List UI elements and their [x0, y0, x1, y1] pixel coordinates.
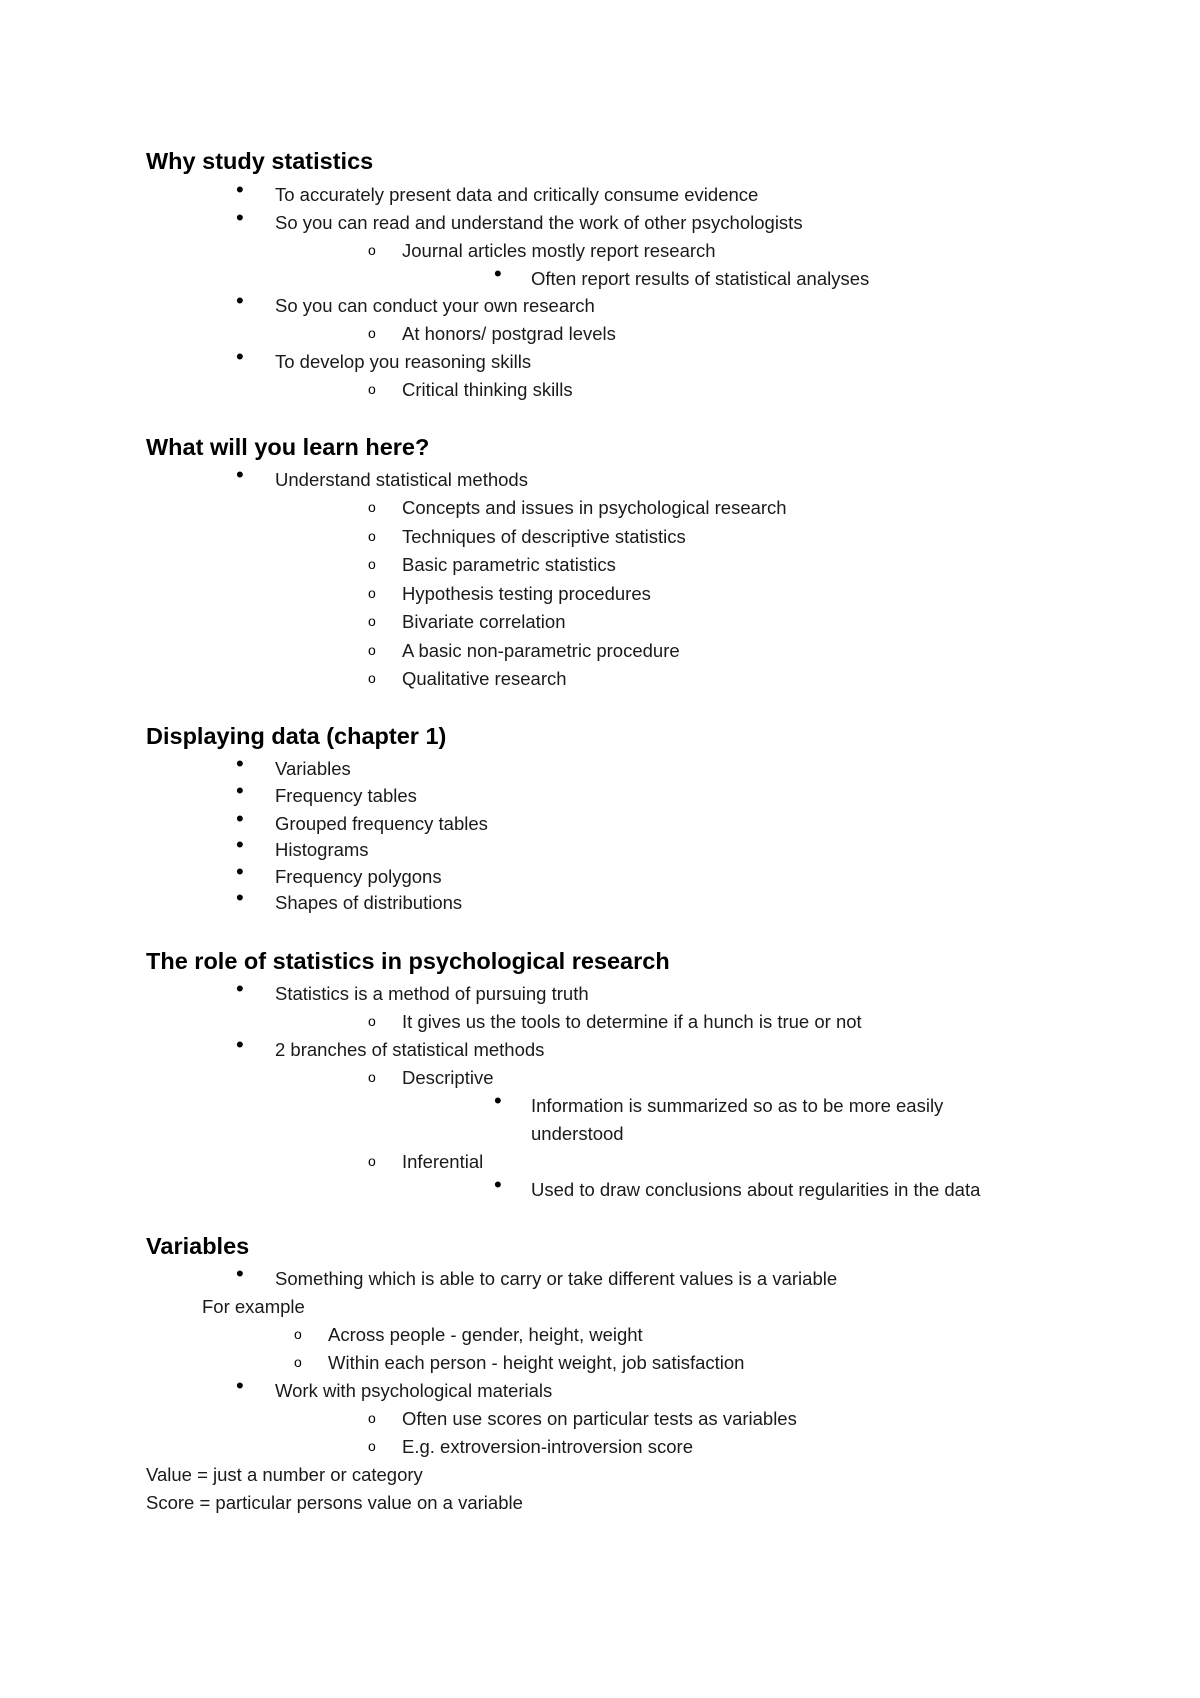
- list-item: Techniques of descriptive statistics: [402, 526, 686, 547]
- list-item: Qualitative research: [402, 668, 567, 689]
- bullet-circle-icon: o: [368, 325, 376, 341]
- list-item: Histograms: [275, 839, 369, 860]
- bullet-dot-icon: •: [494, 1172, 502, 1197]
- heading-role-of-statistics: The role of statistics in psychological research: [146, 948, 670, 974]
- list-item: Information is summarized so as to be more easily: [531, 1095, 944, 1116]
- bullet-dot-icon: •: [236, 344, 244, 369]
- bullet-circle-icon: o: [368, 556, 376, 572]
- list-item: At honors/ postgrad levels: [402, 323, 616, 344]
- bullet-dot-icon: •: [236, 859, 244, 884]
- list-item-continuation: understood: [531, 1123, 624, 1144]
- list-item: So you can conduct your own research: [275, 295, 595, 316]
- list-item: Basic parametric statistics: [402, 554, 616, 575]
- list-item: Statistics is a method of pursuing truth: [275, 983, 589, 1004]
- list-item: Critical thinking skills: [402, 379, 573, 400]
- bullet-circle-icon: o: [294, 1326, 302, 1342]
- bullet-dot-icon: •: [236, 288, 244, 313]
- list-item: So you can read and understand the work of other psychologists: [275, 212, 803, 233]
- bullet-dot-icon: •: [236, 976, 244, 1001]
- list-item: Something which is able to carry or take different values is a variable: [275, 1268, 838, 1289]
- bullet-circle-icon: o: [368, 1438, 376, 1454]
- bullet-dot-icon: •: [236, 806, 244, 831]
- list-item: Inferential: [402, 1151, 484, 1172]
- list-item: Bivariate correlation: [402, 611, 566, 632]
- bullet-circle-icon: o: [368, 1069, 376, 1085]
- bullet-circle-icon: o: [294, 1354, 302, 1370]
- list-item: To develop you reasoning skills: [275, 351, 532, 372]
- bullet-circle-icon: o: [368, 381, 376, 397]
- list-item: Shapes of distributions: [275, 892, 463, 913]
- list-item: Hypothesis testing procedures: [402, 583, 651, 604]
- list-item: Concepts and issues in psychological research: [402, 497, 787, 518]
- list-item: Often report results of statistical analyses: [531, 268, 870, 289]
- bullet-dot-icon: •: [236, 177, 244, 202]
- bullet-circle-icon: o: [368, 1153, 376, 1169]
- bullet-dot-icon: •: [236, 205, 244, 230]
- bullet-dot-icon: •: [236, 751, 244, 776]
- bullet-circle-icon: o: [368, 642, 376, 658]
- bullet-circle-icon: o: [368, 242, 376, 258]
- bullet-dot-icon: •: [236, 1373, 244, 1398]
- list-item: Descriptive: [402, 1067, 494, 1088]
- plain-line: Value = just a number or category: [146, 1464, 423, 1485]
- list-item: Grouped frequency tables: [275, 813, 488, 834]
- list-item: Understand statistical methods: [275, 469, 528, 490]
- bullet-circle-icon: o: [368, 613, 376, 629]
- bullet-dot-icon: •: [236, 885, 244, 910]
- plain-line: Score = particular persons value on a variable: [146, 1492, 523, 1513]
- list-item: E.g. extroversion-introversion score: [402, 1436, 693, 1457]
- heading-why-study-statistics: Why study statistics: [146, 148, 374, 174]
- bullet-circle-icon: o: [368, 670, 376, 686]
- heading-variables: Variables: [146, 1233, 250, 1259]
- bullet-dot-icon: •: [236, 462, 244, 487]
- list-item: 2 branches of statistical methods: [275, 1039, 545, 1060]
- bullet-dot-icon: •: [236, 832, 244, 857]
- bullet-dot-icon: •: [494, 1088, 502, 1113]
- list-item: A basic non-parametric procedure: [402, 640, 680, 661]
- list-item: Across people - gender, height, weight: [328, 1324, 643, 1345]
- list-item: Frequency polygons: [275, 866, 442, 887]
- bullet-dot-icon: •: [236, 1032, 244, 1057]
- list-item: Frequency tables: [275, 785, 417, 806]
- bullet-circle-icon: o: [368, 585, 376, 601]
- list-item: Often use scores on particular tests as variables: [402, 1408, 797, 1429]
- bullet-dot-icon: •: [236, 778, 244, 803]
- bullet-circle-icon: o: [368, 1410, 376, 1426]
- bullet-circle-icon: o: [368, 1013, 376, 1029]
- bullet-circle-icon: o: [368, 499, 376, 515]
- list-item: To accurately present data and critically consume evidence: [275, 184, 759, 205]
- list-item: It gives us the tools to determine if a hunch is true or not: [402, 1011, 862, 1032]
- list-item: Journal articles mostly report research: [402, 240, 716, 261]
- bullet-dot-icon: •: [236, 1261, 244, 1286]
- list-item: Within each person - height weight, job satisfaction: [328, 1352, 745, 1373]
- list-item: Variables: [275, 758, 351, 779]
- bullet-circle-icon: o: [368, 528, 376, 544]
- list-item: Used to draw conclusions about regularities in the data: [531, 1179, 981, 1200]
- heading-what-will-you-learn: What will you learn here?: [146, 434, 430, 460]
- plain-line: For example: [202, 1296, 305, 1317]
- list-item: Work with psychological materials: [275, 1380, 553, 1401]
- heading-displaying-data: Displaying data (chapter 1): [146, 723, 447, 749]
- bullet-dot-icon: •: [494, 261, 502, 286]
